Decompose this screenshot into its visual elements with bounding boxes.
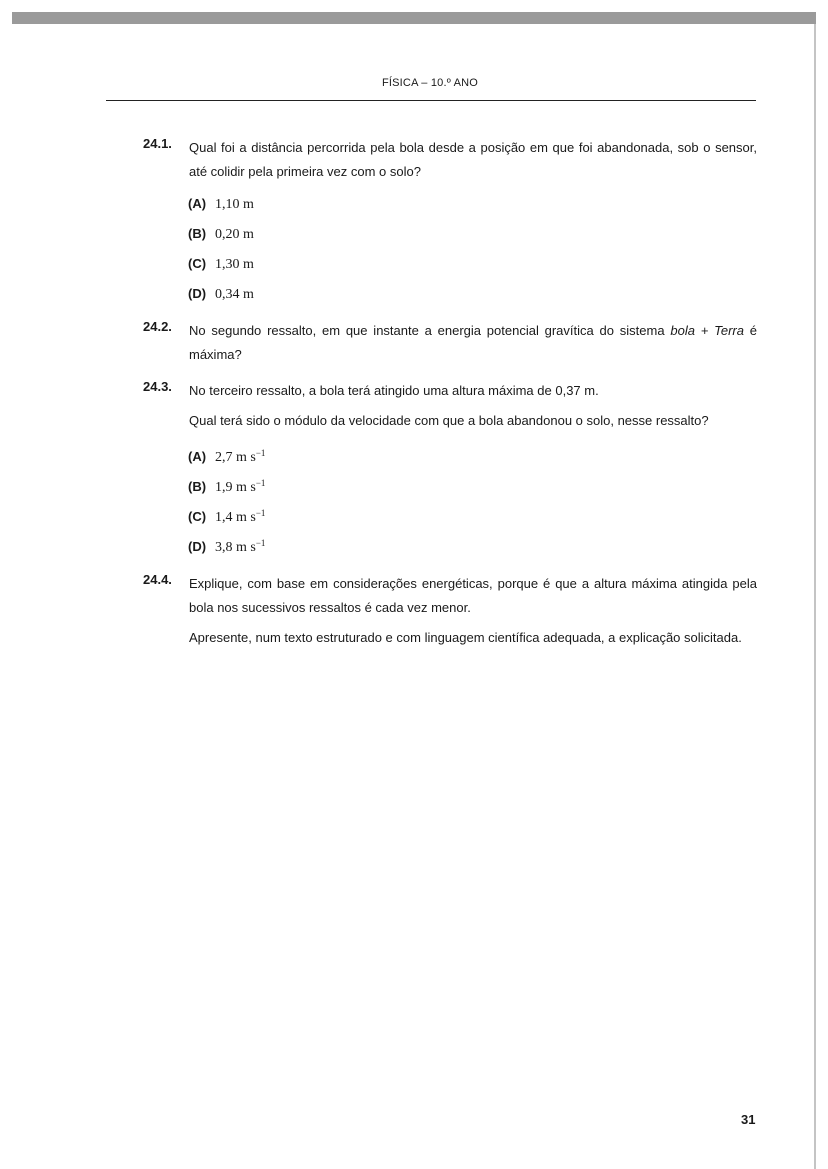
unit-exponent: −1 xyxy=(255,448,266,458)
question-24-1 xyxy=(143,136,757,184)
question-text xyxy=(189,319,757,367)
question-prompt: Qual terá sido o módulo da velocidade com que a bola abandonou o solo, nesse ressalto? xyxy=(189,413,709,428)
option-letter: (C) xyxy=(188,256,207,271)
option-value: 0,34 m xyxy=(215,287,254,302)
option-letter: (D) xyxy=(188,539,207,554)
option-value xyxy=(215,480,265,495)
question-stem-italic: bola + Terra xyxy=(670,323,744,338)
question-text xyxy=(189,379,757,433)
unit-exponent: −1 xyxy=(255,478,266,488)
option-24-3-d xyxy=(188,537,265,557)
option-value-base: 3,8 m s xyxy=(215,540,256,555)
question-text xyxy=(189,572,757,650)
question-stem: Explique, com base em considerações energéticas, porque é que a altura máxima atingida pela bola nos sucessivos ressaltos é cada vez menor. xyxy=(189,576,757,615)
header-rule xyxy=(106,100,756,101)
question-number: 24.2. xyxy=(143,319,172,334)
page-header-title: FÍSICA – 10.º ANO xyxy=(381,77,479,89)
question-24-4 xyxy=(143,572,757,650)
question-24-2 xyxy=(143,319,757,367)
option-24-1-a xyxy=(188,194,254,214)
option-value xyxy=(215,510,265,525)
scan-top-bar xyxy=(12,12,816,24)
option-letter: (C) xyxy=(188,509,207,524)
scan-right-edge xyxy=(814,24,816,1169)
option-24-1-d xyxy=(188,284,254,304)
question-number: 24.3. xyxy=(143,379,172,394)
question-number: 24.1. xyxy=(143,136,172,151)
option-value-base: 1,9 m s xyxy=(215,480,256,495)
question-stem-start: No segundo ressalto, em que instante a energia potencial gravítica do sistema xyxy=(189,323,671,338)
option-value: 0,20 m xyxy=(215,227,254,242)
unit-exponent: −1 xyxy=(255,538,266,548)
unit-exponent: −1 xyxy=(255,508,266,518)
question-stem-end: é máxima? xyxy=(189,323,757,362)
question-number: 24.4. xyxy=(143,572,172,587)
option-24-3-b xyxy=(188,477,265,497)
question-stem: No terceiro ressalto, a bola terá atingido uma altura máxima de 0,37 m. xyxy=(189,383,599,398)
option-value xyxy=(215,450,265,465)
option-value-base: 1,4 m s xyxy=(215,510,256,525)
question-stem: Qual foi a distância percorrida pela bola desde a posição em que foi abandonada, sob o sensor, até colidir pela primeira vez com o solo? xyxy=(189,140,757,179)
page-number: 31 xyxy=(741,1112,756,1127)
option-value: 1,10 m xyxy=(215,197,254,212)
question-text xyxy=(189,136,757,184)
option-24-3-a xyxy=(188,447,265,467)
option-value xyxy=(215,540,265,555)
option-24-3-c xyxy=(188,507,265,527)
question-24-3 xyxy=(143,379,757,433)
option-letter: (D) xyxy=(188,286,207,301)
question-prompt: Apresente, num texto estruturado e com linguagem científica adequada, a explicação solicitada. xyxy=(189,630,742,645)
option-24-1-c xyxy=(188,254,254,274)
question-stem xyxy=(189,319,757,367)
option-value: 1,30 m xyxy=(215,257,254,272)
option-value-base: 2,7 m s xyxy=(215,450,256,465)
option-letter: (B) xyxy=(188,226,207,241)
option-letter: (B) xyxy=(188,479,207,494)
option-letter: (A) xyxy=(188,196,207,211)
option-24-1-b xyxy=(188,224,254,244)
option-letter: (A) xyxy=(188,449,207,464)
